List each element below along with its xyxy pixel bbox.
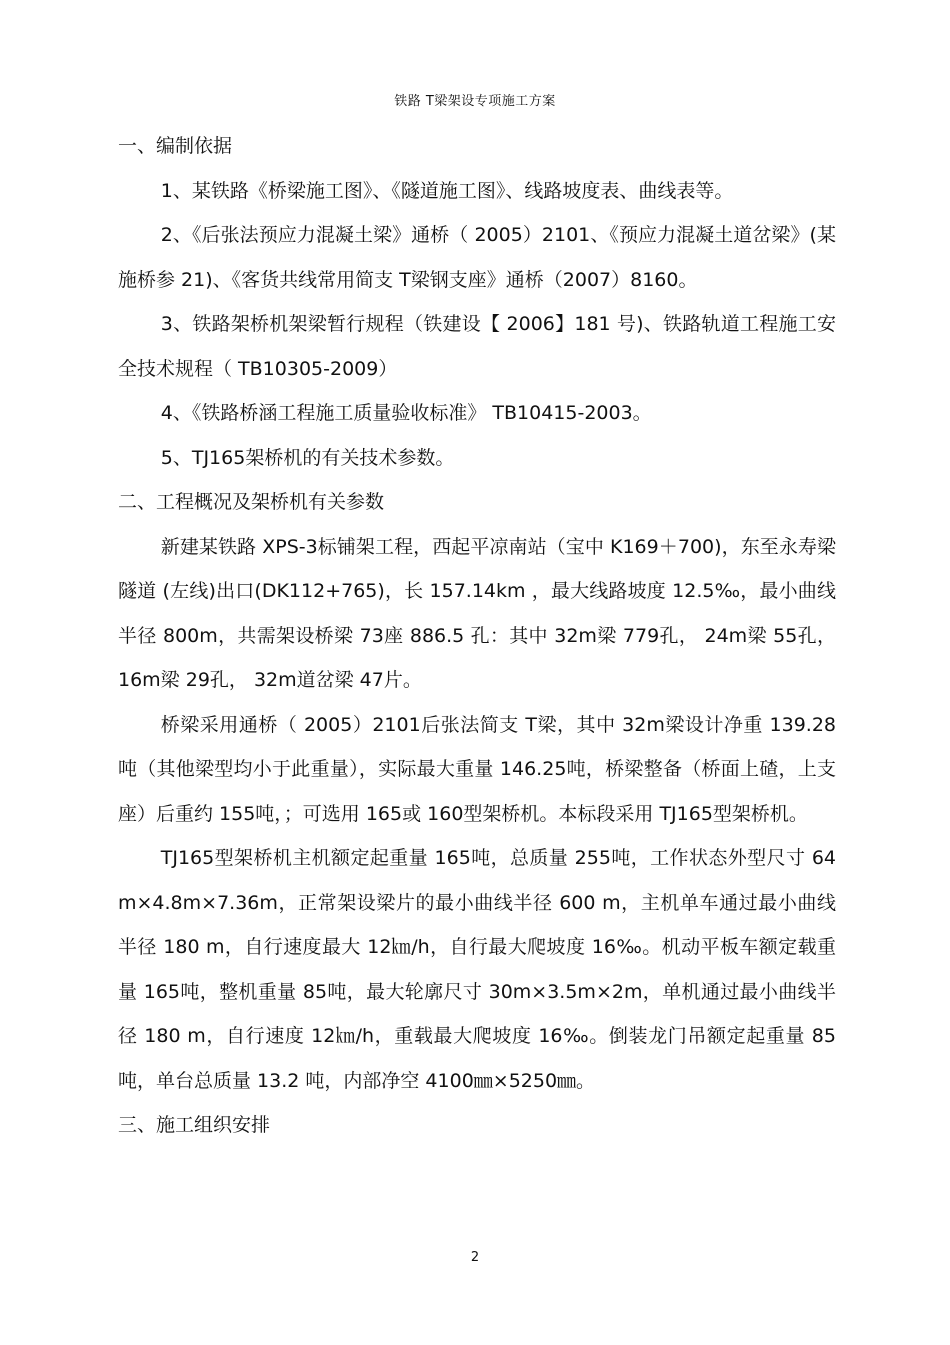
basis-item-3: 3、铁路架桥机架梁暂行规程（铁建设【 2006】181 号)、铁路轨道工程施工安全技术规程（ TB10305-2009） <box>118 313 836 380</box>
basis-item-1: 1、某铁路《桥梁施工图》、《隧道施工图》、线路坡度表、曲线表等。 <box>160 179 734 202</box>
overview-paragraph-machine: TJ165型架桥机主机额定起重量 165吨，总质量 255吨，工作状态外型尺寸 64m×4.8m×7.36m，正常架设梁片的最小曲线半径 600 m，主机单车通过最小曲线半径 180 m，自行速度最大 12㎞/h，自行最大爬坡度 16‰。机动平板车额定载重量 165吨，整机重量 85吨，最大轮廓尺寸 30m×3.5m×2m，单机通过最小曲线半径 180 m，自行速度 12㎞/h，重载最大爬坡度 16‰。倒装龙门吊额定起重量 85吨，单台总质量 13.2 吨，内部净空 4100㎜×5250㎜。 <box>118 847 836 1092</box>
basis-item-2: 2、《后张法预应力混凝土梁》通桥（ 2005）2101、《预应力混凝土道岔梁》(某施桥参 21)、《客货共线常用简支 T梁钢支座》通桥（2007）8160。 <box>118 224 836 291</box>
section-heading-overview: 二、工程概况及架桥机有关参数 <box>118 491 385 513</box>
document-body <box>118 124 836 1148</box>
section-heading-organization: 三、施工组织安排 <box>118 1114 271 1136</box>
page-header-title: 铁路 T梁架设专项施工方案 <box>394 94 556 109</box>
basis-item-4: 4、《铁路桥涵工程施工质量验收标准》 TB10415-2003。 <box>160 402 652 424</box>
page-number: 2 <box>470 1250 480 1265</box>
overview-paragraph-project: 新建某铁路 XPS-3标铺架工程，西起平凉南站（宝中 K169＋700)，东至永寿梁隧道 (左线)出口(DK112+765)，长 157.14km ，最大线路坡度 12.5‰，最小曲线半径 800m，共需架设桥梁 73座 886.5 孔：其中 32m梁 779孔， 24m梁 55孔， 16m梁 29孔， 32m道岔梁 47片。 <box>118 535 836 691</box>
section-heading-basis: 一、编制依据 <box>118 135 233 157</box>
overview-paragraph-beam: 桥梁采用通桥（ 2005）2101后张法简支 T梁，其中 32m梁设计净重 139.28吨（其他梁型均小于此重量），实际最大重量 146.25吨，桥梁整备（桥面上碴，上支座）后重约 155吨，；可选用 165或 160型架桥机。本标段采用 TJ165型架桥机。 <box>118 713 836 825</box>
basis-item-5: 5、TJ165架桥机的有关技术参数。 <box>160 446 455 469</box>
